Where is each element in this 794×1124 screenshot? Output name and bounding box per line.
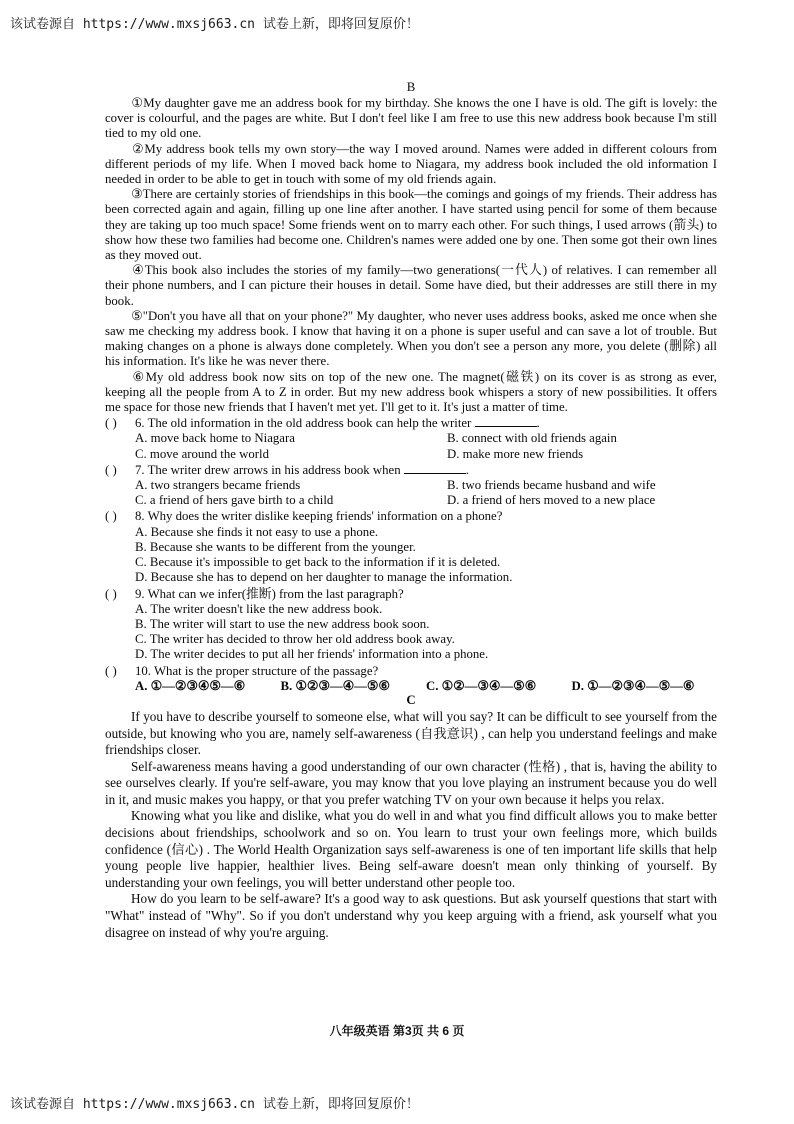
option-c[interactable]: C. ①②—③④—⑤⑥ <box>426 678 537 693</box>
question-6: ( ) 6. The old information in the old address book can help the writer . <box>105 416 540 431</box>
passage-b-paragraph: ②My address book tells my own story—the way I moved around. Names were added in different colours from different periods of my life. When I moved back home to Niagara, my address book included the old information I needed in order to be able to get in touch with some of my old friends again. <box>105 141 717 187</box>
question-10-options <box>105 679 717 694</box>
answer-bracket[interactable]: ( ) <box>105 462 117 477</box>
passage-b-paragraph: ③There are certainly stories of friendships in this book—the comings and goings of my friends. Their address has been corrected again and again, filling up one line after another. I have started using pencil for some of them because they are taking up too much space! Some friends went on to marry each other. For such things, I used arrows (箭头) to show how these two families had become one. Children's names were added one by one. Then some got their own lines as they moved out. <box>105 187 717 263</box>
question-stem: 9. What can we infer(推断) from the last paragraph? <box>135 586 404 601</box>
question-10 <box>105 664 717 679</box>
option-b[interactable]: B. The writer will start to use the new address book soon. <box>135 616 430 631</box>
option-c[interactable]: C. move around the world <box>135 446 269 461</box>
page-footer: 八年级英语 第3页 共 6 页 <box>329 1024 465 1038</box>
option-d[interactable]: D. The writer decides to put all her friends' information into a phone. <box>135 647 489 662</box>
passage-c-paragraph: If you have to describe yourself to someone else, what will you say? It can be difficult to see yourself from the outside, but knowing who you are, namely self-awareness (自我意识) , can help you understand feelings and make friendships closer. <box>105 708 717 758</box>
option-c[interactable]: C. Because it's impossible to get back to the information if it is deleted. <box>135 555 501 570</box>
question-stem: 10. What is the proper structure of the passage? <box>135 663 379 678</box>
question-6-options <box>105 431 717 461</box>
passage-b-paragraph: ④This book also includes the stories of my family—two generations(一代人) of relatives. I can remember all their phone numbers, and I can picture their houses in detail. Some have died, but their addresses are still there in my book. <box>105 263 717 308</box>
passage-c-paragraph: How do you learn to be self-aware? It's a good way to ask questions. But ask yourself questions that start with "What" instead of "Why". So if you don't understand why you keep arguing with a friend, ask yourself what you disagree on instead of why you're arguing. <box>105 891 717 940</box>
answer-blank <box>475 426 537 427</box>
option-b[interactable]: B. Because she wants to be different from the younger. <box>135 539 416 554</box>
option-d[interactable]: D. Because she has to depend on her daughter to manage the information. <box>135 570 513 585</box>
question-7: ( ) 7. The writer drew arrows in his address book when . <box>105 462 469 477</box>
passage-c-paragraph: Self-awareness means having a good understanding of our own character (性格) , that is, having the ability to see ourselves clearly. If you're self-aware, you may know that you love playing an instrument because you do well in it, and music makes you happy, or that you prefer watching TV on your own because it helps you relax. <box>105 758 717 807</box>
option-a[interactable]: A. two strangers became friends <box>135 478 301 493</box>
passage-b-paragraph: ⑤"Don't you have all that on your phone?" My daughter, who never uses address books, asked me once when she saw me checking my address book. I know that having it on a phone is super useful and can save a lot of trouble. But making changes on a phone is always done completely. When you don't see a person any more, you delete (删除) all his information. It's like he was never there. <box>105 308 717 369</box>
question-9-options <box>105 602 717 663</box>
question-8-options <box>105 525 717 586</box>
option-d[interactable]: D. ①—②③④—⑤—⑥ <box>571 678 695 693</box>
section-c-heading: C <box>406 692 416 707</box>
answer-bracket[interactable]: ( ) <box>105 586 117 601</box>
option-a[interactable]: A. The writer doesn't like the new address book. <box>135 601 383 616</box>
question-8 <box>105 509 717 524</box>
option-d[interactable]: D. a friend of hers moved to a new place <box>447 493 656 508</box>
section-b-heading: B <box>406 80 416 94</box>
question-9 <box>105 587 717 602</box>
question-stem: 8. Why does the writer dislike keeping friends' information on a phone? <box>135 509 503 524</box>
option-a[interactable]: A. move back home to Niagara <box>135 431 295 446</box>
option-b[interactable]: B. ①②③—④—⑤⑥ <box>280 678 390 693</box>
passage-b-paragraph: ①My daughter gave me an address book for my birthday. She knows the one I have is old. The gift is lovely: the cover is colourful, and the pages are white. But I don't feel like I am free to use this new address book because I'm still tied to my old one. <box>105 96 717 141</box>
passage-b-paragraph: ⑥My old address book now sits on top of the new one. The magnet(磁铁) on its cover is as strong as ever, keeping all the people from A to Z in order. But my new address book whispers a story of new possibilities. It offers me space for those new friends that I haven't met yet. I'll get to it. It's just a matter of time. <box>105 369 717 415</box>
option-b[interactable]: B. connect with old friends again <box>447 431 617 446</box>
answer-blank <box>404 473 466 474</box>
option-c[interactable]: C. The writer has decided to throw her old address book away. <box>135 632 455 647</box>
option-a[interactable]: A. Because she finds it not easy to use a phone. <box>135 524 379 539</box>
passage-c-paragraph: Knowing what you like and dislike, what you do well in and what you find difficult allows you to make better decisions about friendships, schoolwork and so on. You learn to trust your own feelings more, which builds confidence (信心) . The World Health Organization says self-awareness is one of ten important life skills that help young people live happier, healthier lives. Being self-aware doesn't mean only thinking of yourself. By understanding your own feelings, you will better understand other people too. <box>105 808 717 890</box>
option-b[interactable]: B. two friends became husband and wife <box>447 478 656 493</box>
answer-bracket[interactable]: ( ) <box>105 416 117 431</box>
question-stem: 7. The writer drew arrows in his address book when <box>135 462 401 477</box>
answer-bracket[interactable]: ( ) <box>105 663 117 678</box>
question-stem: 6. The old information in the old address book can help the writer <box>135 416 472 431</box>
source-banner-top: 该试卷源自 https://www.mxsj663.cn 试卷上新，即将回复原价！ <box>10 17 419 32</box>
exam-page <box>105 78 717 1078</box>
source-banner-bottom: 该试卷源自 https://www.mxsj663.cn 试卷上新，即将回复原价！ <box>10 1097 419 1112</box>
answer-bracket[interactable]: ( ) <box>105 509 117 524</box>
question-7-options <box>105 478 717 508</box>
option-c[interactable]: C. a friend of hers gave birth to a child <box>135 493 334 508</box>
option-a[interactable]: A. ①—②③④⑤—⑥ <box>135 678 246 693</box>
option-d[interactable]: D. make more new friends <box>447 446 584 461</box>
